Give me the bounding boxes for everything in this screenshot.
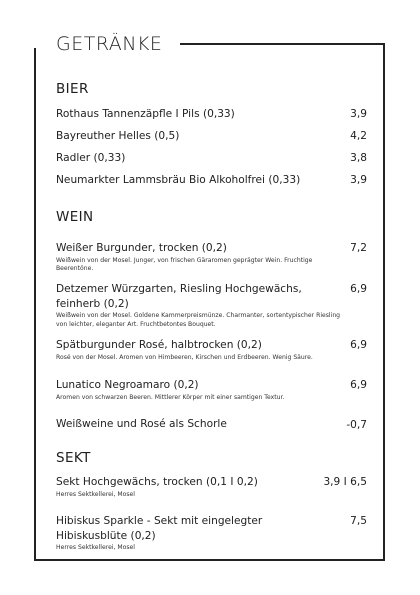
item-price: 7,5 [350,515,367,527]
menu-item [56,282,367,329]
item-price: 7,2 [350,242,367,254]
item-name: Weißweine und Rosé als Schorle [56,418,227,430]
item-description: Weißwein von der Mosel. Goldene Kammerpreismünze. Charmanter, sortentypischer Riesling von leichter, eleganter Art. Fruchtbetontes Bouquet. [56,312,341,328]
menu-title: GETRÄNKE [56,33,163,55]
item-name: Spätburgunder Rosé, halbtrocken (0,2) [56,339,262,351]
item-price: 6,9 [350,379,367,391]
section-title-bier: BIER [56,81,89,97]
menu-item [56,173,367,188]
item-description: Weißwein von der Mosel. Junger, von frischen Gäraromen geprägter Wein. Fruchtige Beerentöne. [56,256,313,273]
item-name: Radler (0,33) [56,152,126,164]
item-price: 3,9 [350,108,367,120]
item-name: Bayreuther Helles (0,5) [56,130,180,142]
item-price: 4,2 [350,130,367,142]
menu-item [56,151,367,166]
item-price: 6,9 [350,339,367,351]
item-name: Rothaus Tannenzäpfle I Pils (0,33) [56,108,235,120]
menu-item [56,107,367,122]
item-description: Herres Sektkellerei, Mosel [56,490,135,498]
item-price: 3,9 I 6,5 [323,476,367,488]
item-name: Neumarkter Lammsbräu Bio Alkoholfrei (0,33) [56,174,301,186]
item-name: Sekt Hochgewächs, trocken (0,1 I 0,2) [56,476,258,488]
item-name: Hibiskus Sparkle - Sekt mit eingelegter Hibiskusblüte (0,2) [56,515,263,542]
section-title-wein: WEIN [56,209,94,225]
menu-item [56,129,367,144]
menu-item [56,241,367,274]
item-name: Lunatico Negroamaro (0,2) [56,379,199,391]
menu-item [56,378,367,402]
item-name: Weißer Burgunder, trocken (0,2) [56,242,227,254]
menu-item [56,475,367,499]
item-price: 3,8 [350,152,367,164]
item-price: 3,9 [350,174,367,186]
item-price: -0,7 [346,419,367,431]
item-name: Detzemer Würzgarten, Riesling Hochgewächs, feinherb (0,2) [56,283,302,310]
menu-item [56,338,367,362]
item-price: 6,9 [350,283,367,295]
menu-item [56,514,367,553]
item-description: Aromen von schwarzen Beeren. Mittlerer Körper mit einer samtigen Textur. [56,393,285,401]
item-description: Rosé von der Mosel. Aromen von Himbeeren, Kirschen und Erdbeeren. Wenig Säure. [56,353,313,361]
section-title-sekt: SEKT [56,450,91,466]
item-description: Herres Sektkellerei, Mosel [56,544,135,551]
menu-item [56,417,367,433]
